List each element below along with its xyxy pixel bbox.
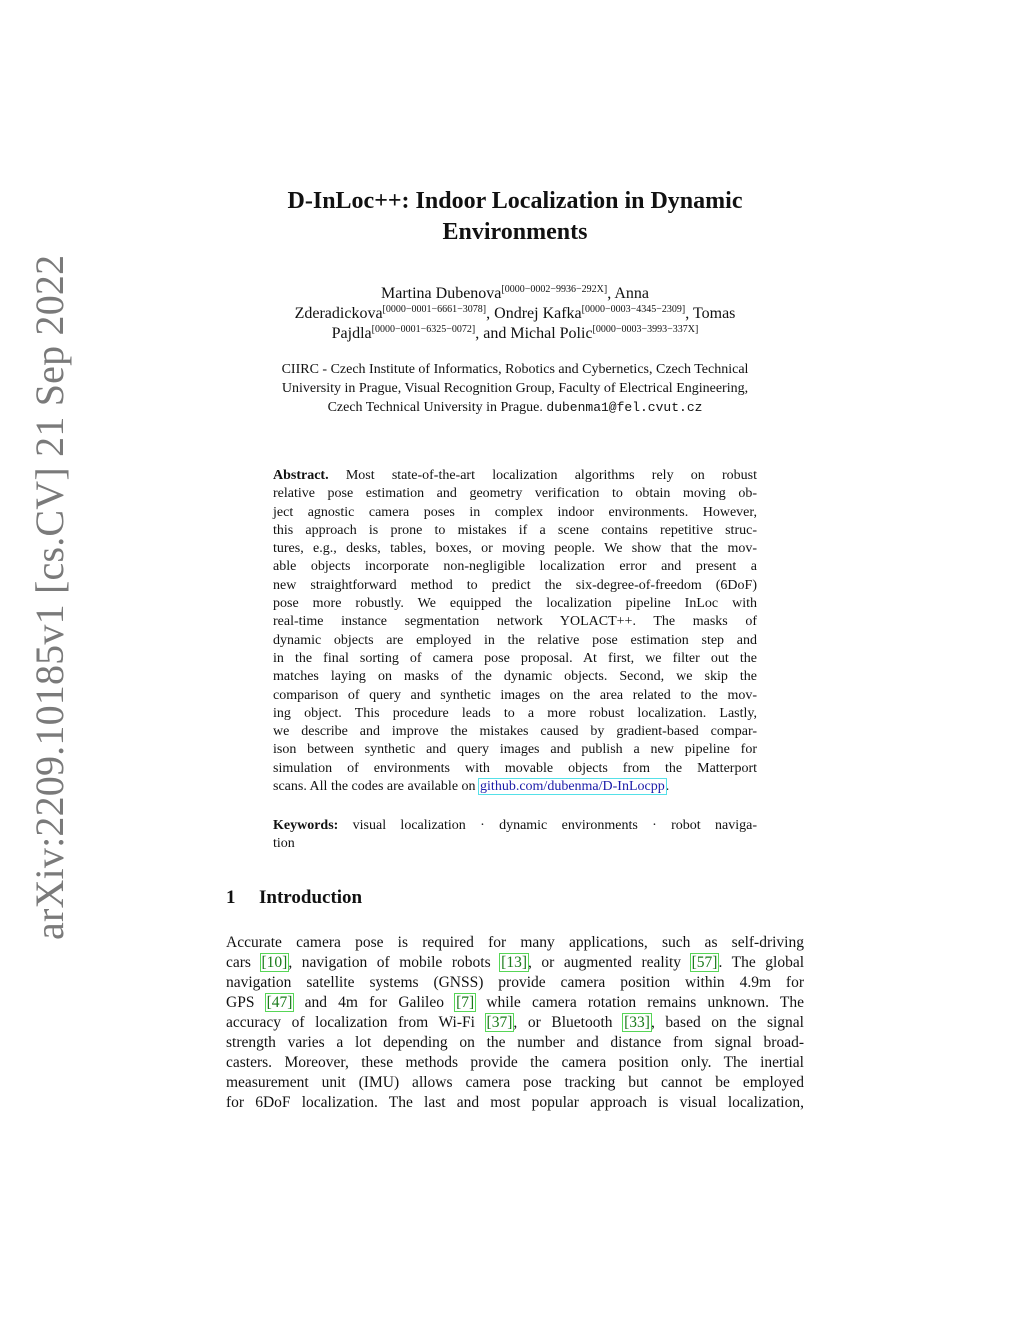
code-repository-link[interactable]: github.com/dubenma/D-InLocpp: [480, 779, 665, 795]
abstract-line: [273, 467, 757, 485]
body-line: navigation satellite systems (GNSS) provide camera position within 4.9m for: [226, 974, 804, 991]
citation-link[interactable]: [37]: [486, 1014, 513, 1031]
body-text: GPS: [226, 994, 266, 1011]
body-text: , based on the signal: [650, 1014, 804, 1031]
citation-link[interactable]: [47]: [266, 994, 293, 1011]
affiliation-line-3: [200, 398, 830, 417]
citation-link[interactable]: [13]: [501, 954, 527, 971]
abstract-line: ject agnostic camera poses in complex indoor environments. However,: [273, 504, 757, 520]
keywords-line: tion: [273, 836, 295, 852]
abstract-line: ing object. This procedure leads to a more robust localization. Lastly,: [273, 705, 757, 721]
body-text: , or Bluetooth: [513, 1014, 624, 1031]
introduction-paragraph: [226, 933, 804, 1113]
author-separator: , Ondrej Kafka: [486, 305, 582, 322]
citation-link[interactable]: [33]: [624, 1014, 650, 1031]
keywords-label: Keywords:: [273, 818, 339, 833]
orcid-id: [0000−0003−3993−337X]: [592, 324, 699, 335]
author-email: dubenma1@fel.cvut.cz: [546, 400, 703, 415]
abstract-text: scans. All the codes are available on: [273, 779, 480, 795]
body-line: measurement unit (IMU) allows camera pose tracking but cannot be employed: [226, 1074, 804, 1091]
body-line: [226, 993, 804, 1013]
abstract-line: relative pose estimation and geometry verification to obtain moving ob-: [273, 486, 757, 502]
body-text: accuracy of localization from Wi-Fi: [226, 1014, 486, 1031]
abstract-line: ison between synthetic and query images and publish a new pipeline for: [273, 742, 757, 758]
abstract-line: in the final sorting of camera pose proposal. At first, we filter out the: [273, 650, 757, 666]
affiliation-line-2: University in Prague, Visual Recognition Group, Faculty of Electrical Engineering,: [281, 381, 749, 396]
author-line-1: [200, 284, 830, 304]
abstract-line: we describe and improve the mistakes caused by gradient-based compar-: [273, 724, 757, 740]
abstract-line: pose more robustly. We equipped the localization pipeline InLoc with: [273, 596, 757, 612]
abstract-text: Most state-of-the-art localization algorithms rely on robust: [328, 468, 757, 483]
abstract-line: simulation of environments with movable objects from the Matterport: [273, 760, 757, 776]
section-title: Introduction: [259, 887, 363, 908]
orcid-id: [0000−0003−4345−2309]: [581, 304, 686, 315]
body-text: , or augmented reality: [528, 954, 691, 971]
author-name: Martina Dubenova: [381, 285, 502, 302]
body-line: [226, 1013, 804, 1033]
body-text: , navigation of mobile robots: [288, 954, 501, 971]
abstract-line: able objects incorporate non-negligible localization error and present a: [273, 559, 757, 575]
author-line-2: [200, 304, 830, 324]
abstract-line: new straightforward method to predict the six-degree-of-freedom (6DoF): [273, 577, 757, 593]
citation-link[interactable]: [7]: [456, 994, 475, 1011]
abstract-line: comparison of query and synthetic images on the area related to the mov-: [273, 687, 757, 703]
abstract-line: [273, 778, 757, 796]
body-line: [226, 953, 804, 973]
orcid-id: [0000−0001−6325−0072]: [371, 324, 476, 335]
abstract-label: Abstract.: [273, 468, 329, 483]
author-line-3: [200, 324, 830, 344]
citation-link[interactable]: [10]: [261, 954, 288, 971]
keywords-line: [273, 817, 757, 835]
abstract-line: tures, e.g., desks, tables, boxes, or moving people. We show that the mov-: [273, 541, 757, 557]
body-line: strength varies a lot depending on the number and distance from signal broad-: [226, 1034, 804, 1051]
keywords-text: visual localization · dynamic environments · robot naviga-: [338, 818, 757, 833]
abstract-line: this approach is prone to mistakes if a scene contains repetitive struc-: [273, 522, 757, 538]
orcid-id: [0000−0002−9936−292X]: [501, 284, 608, 295]
abstract-line: dynamic objects are employed in the relative pose estimation step and: [273, 632, 757, 648]
body-text: while camera rotation remains unknown. The: [475, 994, 804, 1011]
body-line: Accurate camera pose is required for many applications, such as self-driving: [226, 934, 804, 951]
affiliation-text: Czech Technical University in Prague.: [327, 400, 543, 415]
affiliation-line-1: CIIRC - Czech Institute of Informatics, Robotics and Cybernetics, Czech Technical: [281, 362, 749, 377]
title-line-1: D-InLoc++: Indoor Localization in Dynamic: [287, 188, 743, 214]
author-name: Pajdla: [331, 325, 372, 342]
author-list: [200, 284, 830, 344]
author-separator: , Tomas: [685, 305, 736, 322]
arxiv-identifier-stamp: arXiv:2209.10185v1 [cs.CV] 21 Sep 2022: [27, 254, 72, 940]
abstract-line: real-time instance segmentation network YOLACT++. The masks of: [273, 614, 757, 630]
section-number: 1: [226, 887, 236, 908]
body-text: cars: [226, 954, 261, 971]
author-separator: , Anna: [607, 285, 649, 302]
body-line: for 6DoF localization. The last and most popular approach is visual localization,: [226, 1094, 804, 1111]
author-name: Zderadickova: [294, 305, 383, 322]
body-text: and 4m for Galileo: [293, 994, 456, 1011]
paper-title: [150, 186, 880, 248]
citation-link[interactable]: [57]: [691, 954, 718, 971]
abstract: [273, 467, 757, 796]
body-line: casters. Moreover, these methods provide the camera position only. The inertial: [226, 1054, 804, 1071]
section-heading: [226, 887, 362, 909]
body-text: . The global: [718, 954, 805, 971]
abstract-text: .: [665, 779, 670, 795]
abstract-line: matches laying on masks of the dynamic objects. Second, we skip the: [273, 669, 757, 685]
title-line-2: Environments: [442, 219, 588, 245]
keywords: [273, 817, 757, 854]
author-separator: , and Michal Polic: [475, 325, 593, 342]
orcid-id: [0000−0001−6661−3078]: [382, 304, 487, 315]
affiliation-block: [200, 360, 830, 417]
